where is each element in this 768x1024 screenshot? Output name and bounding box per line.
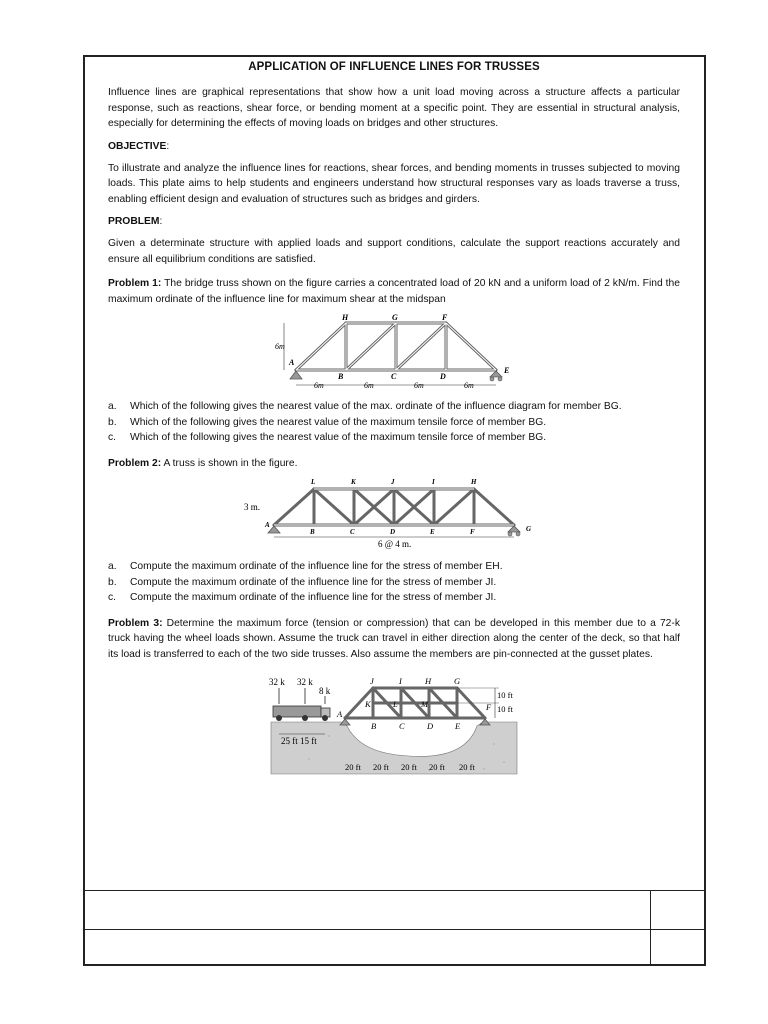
p1-span-label: 6m — [364, 381, 374, 390]
question-item: a. Which of the following gives the nearest value of the max. ordinate of the influence diagram for member BG. — [108, 401, 622, 412]
p1-span-label: 6m — [414, 381, 424, 390]
pin-support-icon — [268, 526, 280, 533]
problem1-statement: Problem 1: The bridge truss shown on the figure carries a concentrated load of 20 kN and a uniform load of 2 kN/m. Find the maximum ordinate of the influence line for maximum shear at the midspan — [108, 278, 680, 305]
p3-load-label: 32 k — [269, 677, 285, 687]
p3-node-label: I — [399, 676, 402, 686]
p3-node-label: B — [371, 721, 377, 731]
problem2-label: Problem 2: — [108, 457, 162, 469]
problem1-label: Problem 1: — [108, 278, 162, 289]
p2-node-label: F — [470, 528, 475, 536]
p3-node-label: H — [425, 676, 432, 686]
p3-span-label: 20 ft — [459, 762, 475, 772]
p3-span-label: 20 ft — [401, 762, 417, 772]
problem3-statement: Problem 3: Determine the maximum force (tension or compression) that can be developed in this member due to a 72-k truck having the wheel loads shown. Assume the truck can travel in either direction along the center of the deck, so that half its load is transferred to each of the two side trusses. Also assume the members are pin-connected at the gusset plates. — [108, 617, 680, 660]
p2-node-label: C — [350, 528, 355, 536]
p2-node-label: G — [526, 525, 532, 533]
question-item: c. Compute the maximum ordinate of the influence line for the stress of member JI. — [108, 592, 497, 603]
footer-divider — [85, 929, 704, 930]
p3-node-label: K — [365, 699, 371, 709]
truck-icon — [273, 706, 330, 721]
p2-node-label: H — [471, 478, 477, 486]
p3-height-label: 10 ft — [497, 704, 513, 714]
problem2-questions — [108, 559, 680, 606]
p3-node-label: G — [454, 676, 461, 686]
pin-support-icon — [290, 371, 302, 379]
p2-span-label: 6 @ 4 m. — [378, 539, 412, 549]
page-title: APPLICATION OF INFLUENCE LINES FOR TRUSSES — [248, 61, 540, 73]
problem2-truss-figure — [244, 475, 544, 551]
p1-span-label: 6m — [314, 381, 324, 390]
footer-divider — [85, 890, 704, 891]
problem2-statement: Problem 2: A truss is shown in the figure. — [108, 457, 298, 469]
problem1-questions — [108, 399, 680, 446]
p1-node-label: G — [392, 313, 398, 322]
p1-node-label: E — [504, 366, 510, 375]
p2-node-label: B — [310, 528, 315, 536]
p3-node-label: J — [370, 676, 374, 686]
p3-span-label: 20 ft — [373, 762, 389, 772]
intro-paragraph: Influence lines are graphical representations that show how a unit load moving across a structure affects a particular response, such as reactions, shear force, or bending moment at a specific point. They are essential in structural analysis, especially for determining the effects of moving loads on bridges and other structures. — [108, 87, 680, 129]
p1-node-label: A — [289, 358, 295, 367]
objective-heading: OBJECTIVE: — [108, 140, 170, 152]
p3-load-label: 32 k — [297, 677, 313, 687]
p2-node-label: K — [351, 478, 356, 486]
p2-node-label: D — [390, 528, 396, 536]
question-item: b. Compute the maximum ordinate of the influence line for the stress of member JI. — [108, 576, 497, 588]
p3-span-label: 20 ft — [345, 762, 361, 772]
roller-support-icon — [508, 526, 520, 536]
problem-paragraph: Given a determinate structure with applied loads and support conditions, calculate the support reactions accurately and ensure all equilibrium conditions are satisfied. — [108, 238, 680, 265]
p2-height-label: 3 m. — [244, 502, 261, 512]
question-item: c. Which of the following gives the nearest value of the maximum tensile force of member BG. — [108, 432, 547, 443]
p1-node-label: F — [442, 313, 448, 322]
p3-height-label: 10 ft — [497, 690, 513, 700]
question-item: b. Which of the following gives the nearest value of the maximum tensile force of member BG. — [108, 416, 547, 428]
roller-support-icon — [490, 371, 502, 381]
p3-node-label: L — [393, 699, 398, 709]
p1-node-label: D — [440, 372, 446, 381]
p3-node-label: M — [421, 699, 429, 709]
p3-node-label: C — [399, 721, 405, 731]
problem1-truss-figure — [274, 313, 514, 391]
question-item: a. Compute the maximum ordinate of the influence line for the stress of member EH. — [108, 561, 503, 572]
p3-span-label: 20 ft — [429, 762, 445, 772]
p3-load-label: 8 k — [319, 686, 331, 696]
problem-heading: PROBLEM: — [108, 216, 163, 227]
p3-axle-spacing: 25 ft 15 ft — [281, 736, 317, 746]
p3-node-label: F — [486, 702, 492, 712]
problem3-truss-figure — [269, 674, 519, 778]
p2-node-label: J — [391, 478, 395, 486]
p2-node-label: A — [265, 521, 270, 529]
footer-column-divider — [650, 890, 651, 964]
p3-node-label: A — [337, 709, 343, 719]
p3-node-label: E — [455, 721, 461, 731]
p1-node-label: C — [391, 372, 397, 381]
page-frame — [83, 55, 706, 966]
p1-node-label: B — [338, 372, 344, 381]
p3-node-label: D — [427, 721, 434, 731]
p1-node-label: H — [342, 313, 349, 322]
p2-node-label: I — [432, 478, 435, 486]
p1-span-label: 6m — [464, 381, 474, 390]
problem3-label: Problem 3: — [108, 617, 163, 629]
page-content — [108, 61, 680, 778]
p1-height-label: 6m — [275, 342, 285, 351]
p2-node-label: E — [430, 528, 435, 536]
objective-paragraph: To illustrate and analyze the influence lines for reactions, shear forces, and bending moments in trusses subjected to moving loads. This plate aims to help students and engineers understand how structural responses vary as loads traverse a truss, enabling efficient design and evaluation of structures such as bridges and girders. — [108, 162, 680, 205]
p2-node-label: L — [311, 478, 316, 486]
ground-terrain — [271, 722, 517, 774]
